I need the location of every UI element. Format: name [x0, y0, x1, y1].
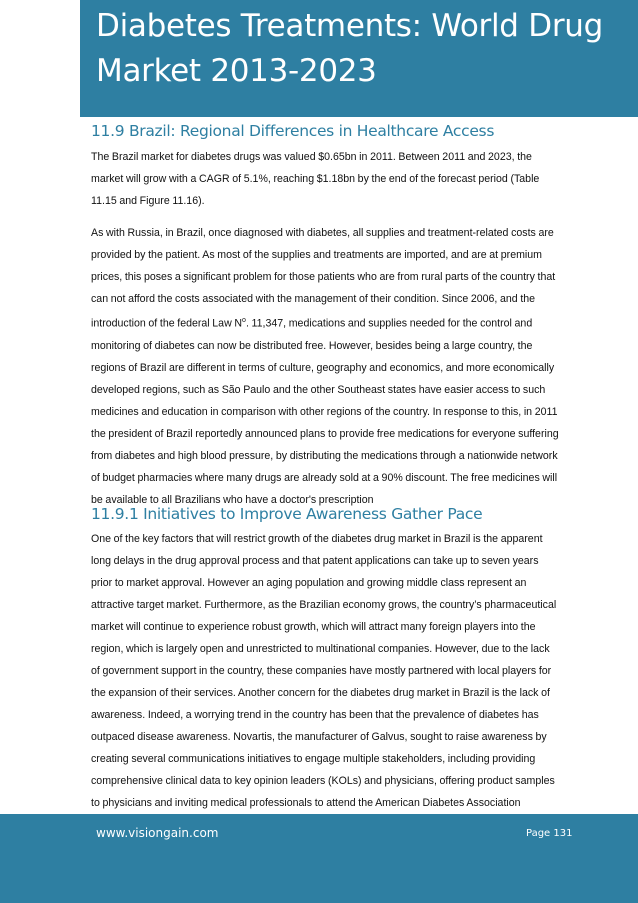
paragraph-market-value: The Brazil market for diabetes drugs was valued $0.65bn in 2011. Between 2011 and 2023, the market will grow with a CAGR of 5.1%, reaching $1.18bn by the end of the forecast period (Table 11.15 and Figure 11.16). — [91, 151, 540, 207]
paragraph-healthcare-access — [91, 222, 561, 511]
paragraph-text-part: . 11,347, medications and supplies needed for the control and monitoring of diabetes can now be distributed free. However, besides being a large country, the regions of Brazil are different in terms of culture, geography and economics, and more economically developed regions, such as São Paulo and the other Southeast states have easier access to such medicines and education in comparison with other regions of the country. In response to this, in 2011 the president of Brazil reportedly announced plans to provide free medications for everyone suffering from diabetes and high blood pressure, by distributing the medications through a nationwide network of budget pharmacies where many drugs are already sold at a 90% discount. The free medicines will be available to all Brazilians who have a doctor's prescription — [91, 317, 559, 506]
paragraph-text-part: As with Russia, in Brazil, once diagnosed with diabetes, all supplies and treatment-related costs are provided by the patient. As most of the supplies and treatments are imported, and are at premium prices, this poses a significant problem for those patients who are from rural parts of the country that can not afford the costs associated with the management of their condition. Since 2006, and the introduction of the federal Law N — [91, 227, 556, 330]
superscript: o — [242, 317, 246, 324]
section-heading-brazil: 11.9 Brazil: Regional Differences in Healthcare Access — [91, 122, 495, 140]
footer-website-link[interactable]: www.visiongain.com — [96, 826, 219, 840]
page-number: Page 131 — [526, 828, 573, 839]
paragraph-awareness: One of the key factors that will restrict growth of the diabetes drug market in Brazil is the apparent long delays in the drug approval process and that patent applications can take up to seven years prior to market approval. However an aging population and growing middle class represent an attractive target market. Furthermore, as the Brazilian economy grows, the country’s pharmaceutical market will continue to experience robust growth, which will attract many foreign players into the region, which is largely open and unrestricted to multinational companies. However, due to the lack of government support in the country, these companies have mostly partnered with local players for the expansion of their services. Another concern for the diabetes drug market in Brazil is the lack of awareness. Indeed, a worrying trend in the country has been that the prevalence of diabetes has outpaced disease awareness. Novartis, the manufacturer of Galvus, sought to raise awareness by creating several communications initiatives to engage multiple stakeholders, including providing comprehensive clinical data to key opinion leaders (KOLs) and physicians, offering product samples to physicians and inviting medical professionals to attend the American Diabetes Association — [91, 533, 557, 809]
header-accent-strip — [80, 0, 87, 117]
section-heading-awareness: 11.9.1 Initiatives to Improve Awareness Gather Pace — [91, 505, 483, 523]
report-title: Diabetes Treatments: World Drug Market 2013-2023 — [96, 8, 603, 89]
